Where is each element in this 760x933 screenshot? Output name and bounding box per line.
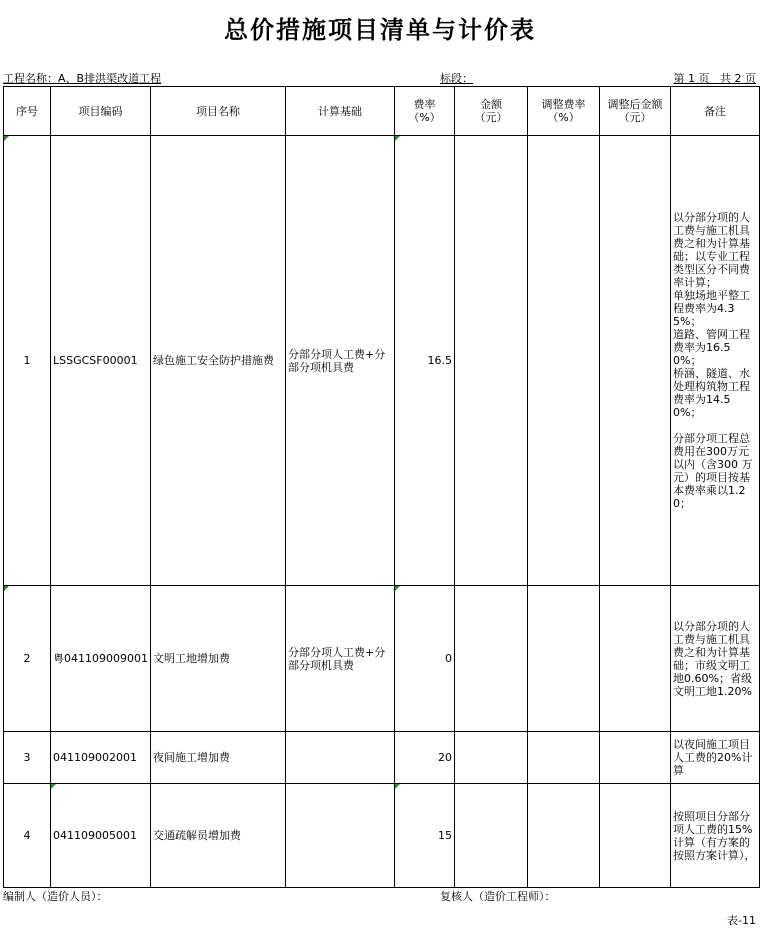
table-row	[4, 136, 760, 586]
cell-name: 夜间施工增加费	[151, 732, 286, 784]
cell-seq: 3	[4, 732, 51, 784]
table-row	[4, 732, 760, 784]
cell-amount	[455, 586, 528, 732]
cell-code: 粤041109009001	[51, 586, 151, 732]
project-name: 工程名称：A、B排洪渠改道工程	[3, 72, 162, 85]
cell-seq: 4	[4, 784, 51, 888]
header-adj-rate: 调整费率 （%）	[528, 87, 600, 136]
table-row	[4, 586, 760, 732]
cell-basis	[286, 732, 395, 784]
cell-seq: 1	[4, 136, 51, 586]
header-amount: 金额 （元）	[455, 87, 528, 136]
cell-adj-amount	[600, 136, 671, 586]
cell-code: 041109002001	[51, 732, 151, 784]
cell-basis: 分部分项人工费+分部分项机具费	[286, 586, 395, 732]
preparer-label: 编制人（造价人员）：	[3, 890, 108, 903]
cell-remark: 以分部分项的人工费与施工机具费之和为计算基础；市级文明工地0.60%；省级文明工地1.20%	[671, 586, 760, 732]
cell-rate: 0	[395, 586, 455, 732]
header-seq: 序号	[4, 87, 51, 136]
cell-basis: 分部分项人工费+分部分项机具费	[286, 136, 395, 586]
cell-name: 交通疏解员增加费	[151, 784, 286, 888]
header-rate: 费率 （%）	[395, 87, 455, 136]
cell-amount	[455, 784, 528, 888]
cell-adj-amount	[600, 586, 671, 732]
cell-adj-amount	[600, 784, 671, 888]
cell-seq: 2	[4, 586, 51, 732]
cell-code: LSSGCSF00001	[51, 136, 151, 586]
cell-adj-rate	[528, 136, 600, 586]
cell-remark: 按照项目分部分项人工费的15%计算（有方案的按照方案计算），	[671, 784, 760, 888]
table-header-row	[4, 87, 760, 136]
page-total: 共 2 页	[720, 72, 756, 85]
page-title: 总价措施项目清单与计价表	[224, 15, 536, 44]
cell-adj-rate	[528, 732, 600, 784]
header-code: 项目编码	[51, 87, 151, 136]
page-current: 第 1 页	[673, 72, 710, 85]
header-adj-amount: 调整后金额 （元）	[600, 87, 671, 136]
cell-rate: 15	[395, 784, 455, 888]
cell-name: 绿色施工安全防护措施费	[151, 136, 286, 586]
cell-remark: 以分部分项的人工费与施工机具费之和为计算基础；以专业工程类型区分不同费率计算； 单独场地平整工程费率为4.35%； 道路、管网工程费率为16.50%； 桥涵、隧道、水处理构筑物工程费率为14.50%； 分部分项工程总费用在300万元以内（含300 万元）的项目按基本费率乘以1.20；	[671, 136, 760, 586]
cell-adj-amount	[600, 732, 671, 784]
header-basis: 计算基础	[286, 87, 395, 136]
header-remark: 备注	[671, 87, 760, 136]
cell-name: 文明工地增加费	[151, 586, 286, 732]
cell-amount	[455, 732, 528, 784]
reviewer-label: 复核人（造价工程师）：	[440, 890, 556, 903]
header-name: 项目名称	[151, 87, 286, 136]
cell-amount	[455, 136, 528, 586]
form-number: 表-11	[727, 914, 756, 927]
page-indicator	[674, 70, 757, 86]
cell-adj-rate	[528, 586, 600, 732]
cell-code: 041109005001	[51, 784, 151, 888]
table-row	[4, 784, 760, 888]
cell-rate: 20	[395, 732, 455, 784]
cell-remark: 以夜间施工项目人工费的20%计算	[671, 732, 760, 784]
section-label: 标段：	[440, 72, 473, 85]
cell-rate: 16.5	[395, 136, 455, 586]
cell-basis	[286, 784, 395, 888]
cell-adj-rate	[528, 784, 600, 888]
measures-table	[3, 86, 760, 888]
